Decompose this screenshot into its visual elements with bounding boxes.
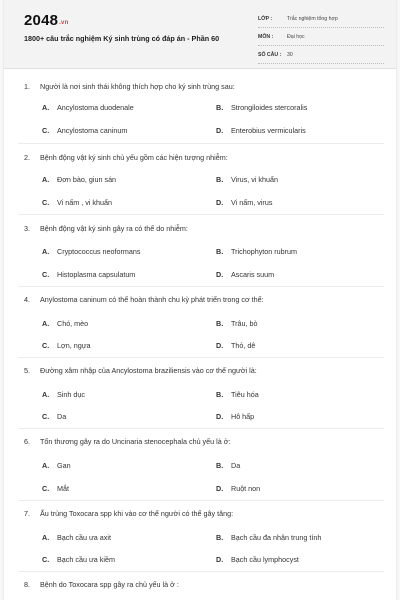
option-c[interactable]	[42, 198, 112, 207]
option-letter: C.	[42, 555, 50, 564]
option-b[interactable]	[216, 103, 307, 112]
option-text: Chó, mèo	[57, 319, 89, 328]
question-number: 2.	[24, 153, 30, 162]
option-text: Strongiloides stercoralis	[231, 103, 308, 112]
option-text: Vi nấm , vi khuẩn	[57, 198, 113, 207]
question-divider	[18, 357, 384, 358]
option-a[interactable]	[42, 461, 71, 470]
meta-value: Trắc nghiệm tổng hợp	[287, 16, 338, 22]
option-letter: A.	[42, 319, 50, 328]
option-d[interactable]	[216, 341, 255, 350]
option-letter: D.	[216, 270, 224, 279]
option-text: Ruột non	[231, 484, 261, 493]
option-text: Bạch cầu ưa kiềm	[57, 555, 115, 564]
option-text: Tiêu hóa	[231, 390, 259, 399]
option-b[interactable]	[216, 390, 259, 399]
question-divider	[18, 143, 384, 144]
option-d[interactable]	[216, 270, 274, 279]
option-letter: B.	[216, 319, 224, 328]
question-divider	[18, 286, 384, 287]
option-letter: C.	[42, 198, 50, 207]
option-d[interactable]	[216, 198, 272, 207]
option-b[interactable]	[216, 461, 240, 470]
meta-row-count	[258, 49, 384, 64]
option-b[interactable]	[216, 533, 321, 542]
question-divider	[18, 500, 384, 501]
site-logo[interactable]	[24, 12, 68, 29]
meta-row-class	[258, 13, 384, 28]
meta-label: LỚP :	[258, 16, 273, 22]
option-letter: D.	[216, 412, 224, 421]
logo-text: 2048	[24, 12, 59, 29]
meta-row-subject	[258, 31, 384, 46]
option-letter: D.	[216, 341, 224, 350]
option-text: Cryptococcus neoformans	[57, 247, 141, 256]
option-text: Virus, vi khuẩn	[231, 175, 279, 184]
option-letter: C.	[42, 412, 50, 421]
question-text: Bệnh động vật ký sinh chủ yếu gồm các hiện tượng nhiễm:	[40, 153, 228, 162]
option-letter: B.	[216, 390, 224, 399]
option-letter: B.	[216, 533, 224, 542]
option-c[interactable]	[42, 270, 135, 279]
question-text: Bệnh do Toxocara spp gây ra chủ yếu là ở :	[40, 580, 179, 589]
question-divider	[18, 214, 384, 215]
option-letter: D.	[216, 126, 224, 135]
option-letter: A.	[42, 390, 50, 399]
option-letter: D.	[216, 484, 224, 493]
option-text: Bạch cầu đa nhân trung tính	[231, 533, 322, 542]
option-a[interactable]	[42, 533, 111, 542]
option-c[interactable]	[42, 126, 127, 135]
option-c[interactable]	[42, 484, 69, 493]
option-b[interactable]	[216, 175, 278, 184]
question-number: 1.	[24, 82, 30, 91]
question-text: Ấu trùng Toxocara spp khi vào cơ thể người có thể gây tăng:	[40, 509, 234, 518]
option-letter: D.	[216, 198, 224, 207]
option-letter: A.	[42, 533, 50, 542]
logo-suffix: .vn	[59, 20, 69, 26]
option-text: Ancylostoma caninum	[57, 126, 128, 135]
option-a[interactable]	[42, 319, 88, 328]
question-text: Anylostoma caninum có thể hoàn thành chu kỳ phát triển trong cơ thể:	[40, 295, 264, 304]
option-text: Đơn bào, giun sán	[57, 175, 117, 184]
option-letter: B.	[216, 175, 224, 184]
option-c[interactable]	[42, 555, 115, 564]
question-number: 5.	[24, 366, 30, 375]
question-text: Bệnh động vật ký sinh gây ra có thể do nhiễm:	[40, 224, 188, 233]
option-letter: A.	[42, 103, 50, 112]
option-d[interactable]	[216, 555, 299, 564]
question-number: 4.	[24, 295, 30, 304]
option-letter: D.	[216, 555, 224, 564]
option-text: Histoplasma capsulatum	[57, 270, 136, 279]
option-text: Bạch cầu lymphocyst	[231, 555, 299, 564]
option-b[interactable]	[216, 319, 258, 328]
option-text: Ancylostoma duodenale	[57, 103, 134, 112]
option-text: Gan	[57, 461, 71, 470]
option-text: Da	[57, 412, 67, 421]
question-text: Người là nơi sinh thái không thích hợp cho ký sinh trùng sau:	[40, 82, 235, 91]
question-divider	[18, 571, 384, 572]
option-text: Thỏ, dê	[231, 341, 256, 350]
option-letter: B.	[216, 247, 224, 256]
question-number: 8.	[24, 580, 30, 589]
question-text: Đường xâm nhập của Ancylostoma braziliensis vào cơ thể người là:	[40, 366, 257, 375]
option-text: Bạch cầu ưa axit	[57, 533, 111, 542]
meta-value: 30	[287, 52, 293, 58]
option-letter: A.	[42, 247, 50, 256]
option-text: Trichophyton rubrum	[231, 247, 298, 256]
option-a[interactable]	[42, 175, 116, 184]
option-a[interactable]	[42, 390, 85, 399]
question-number: 7.	[24, 509, 30, 518]
question-text: Tổn thương gây ra do Uncinaria stenocephala chủ yếu là ở:	[40, 437, 231, 446]
option-letter: C.	[42, 270, 50, 279]
option-b[interactable]	[216, 247, 297, 256]
question-number: 6.	[24, 437, 30, 446]
option-d[interactable]	[216, 484, 260, 493]
option-text: Ascaris suum	[231, 270, 275, 279]
question-divider	[18, 428, 384, 429]
option-a[interactable]	[42, 103, 134, 112]
option-d[interactable]	[216, 412, 254, 421]
option-a[interactable]	[42, 247, 141, 256]
option-text: Da	[231, 461, 241, 470]
option-letter: C.	[42, 484, 50, 493]
option-letter: C.	[42, 126, 50, 135]
option-letter: A.	[42, 461, 50, 470]
option-text: Trâu, bò	[231, 319, 258, 328]
option-letter: B.	[216, 103, 224, 112]
document-header	[4, 0, 396, 69]
meta-value: Đại học	[287, 34, 305, 40]
option-d[interactable]	[216, 126, 306, 135]
option-letter: C.	[42, 341, 50, 350]
option-text: Lợn, ngựa	[57, 341, 91, 350]
document-title: 1800+ câu trắc nghiệm Ký sinh trùng có đáp án - Phần 60	[24, 34, 220, 43]
option-c[interactable]	[42, 341, 91, 350]
option-text: Vi nấm, virus	[231, 198, 273, 207]
option-text: Hô hấp	[231, 412, 255, 421]
option-letter: B.	[216, 461, 224, 470]
meta-label: SỐ CÂU :	[258, 52, 282, 58]
option-text: Mắt	[57, 484, 69, 493]
meta-info	[258, 13, 384, 67]
quiz-page	[4, 0, 396, 600]
option-text: Enterobius vermicularis	[231, 126, 306, 135]
question-number: 3.	[24, 224, 30, 233]
option-text: Sinh dục	[57, 390, 85, 399]
option-letter: A.	[42, 175, 50, 184]
meta-label: MÔN :	[258, 34, 274, 40]
option-c[interactable]	[42, 412, 66, 421]
